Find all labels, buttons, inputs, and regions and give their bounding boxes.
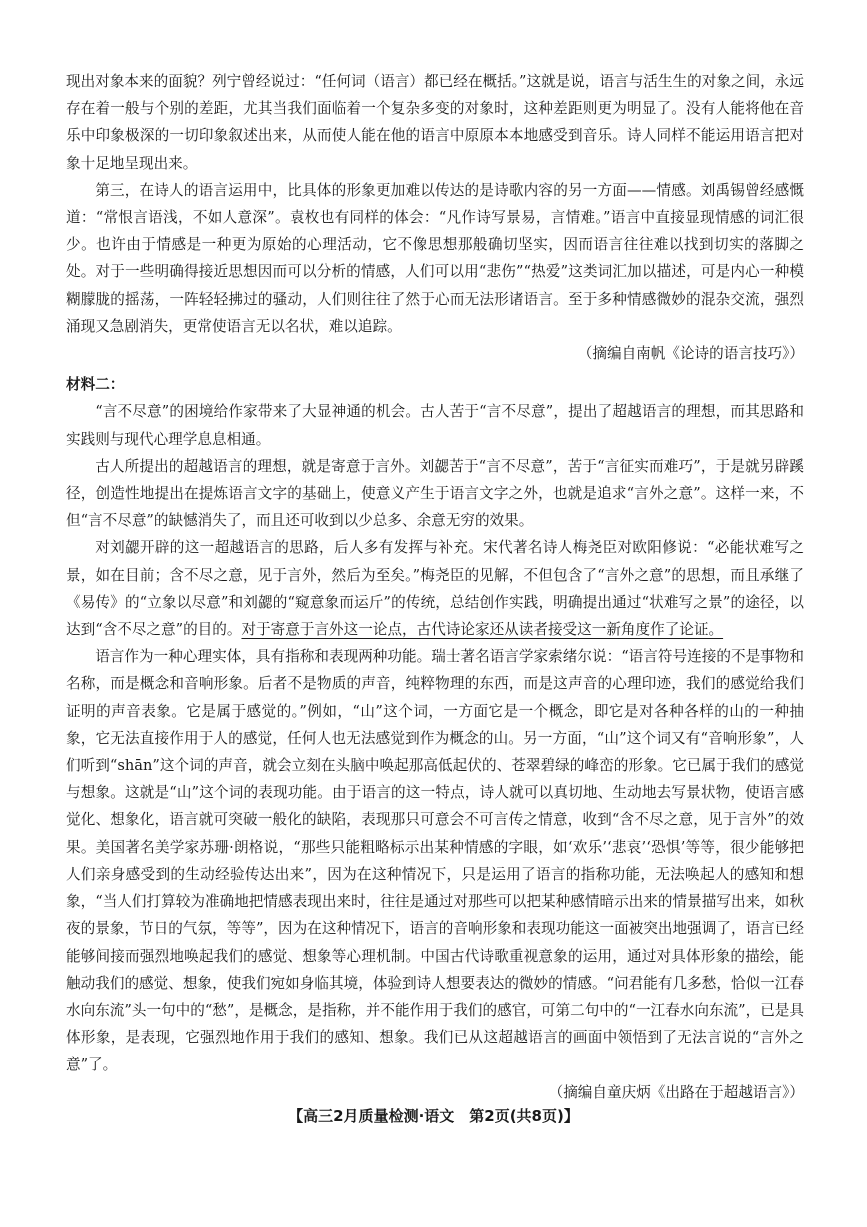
paragraph-m2-3-main: 对刘勰开辟的这一超越语言的思路，后人多有发挥与补充。宋代著名诗人梅尧臣对欧阳修说：“必能状难写之景，如在目前；含不尽之意，见于言外，然后为至矣。”梅尧臣的见解，不但包含了“言外之意”的思想，而且承继了《易传》的“立象以尽意”和刘勰的“窥意象而运斤”的传统，总结创作实践，明确提出通过“状难写之景”的途径，以达到“含不尽之意”的目的。 xyxy=(66,539,804,639)
source-citation-1: （摘编自南帆《论诗的语言技巧》） xyxy=(577,345,804,363)
paragraph-m2-2: 古人所提出的超越语言的理想，就是寄意于言外。刘勰苦于“言不尽意”，苦于“言征实而难巧”，于是就另辟蹊径，创造性地提出在提炼语言文字的基础上，使意义产生于语言文字之外，也就是追求“言外之意”。这样一来，不但“言不尽意”的缺憾消失了，而且还可收到以少总多、余意无穷的效果。 xyxy=(66,457,804,530)
paragraph-m2-1: “言不尽意”的困境给作家带来了大显神通的机会。古人苦于“言不尽意”，提出了超越语言的理想，而其思路和实践则与现代心理学息息相通。 xyxy=(66,403,804,448)
document-body xyxy=(66,68,804,1106)
paragraph-third-point: 第三，在诗人的语言运用中，比具体的形象更加难以传达的是诗歌内容的另一方面——情感。刘禹锡曾经感慨道：“常恨言语浅，不如人意深”。袁枚也有同样的体会：“凡作诗写景易，言情难。”语言中直接显现情感的词汇很少。也许由于情感是一种更为原始的心理活动，它不像思想那般确切坚实，因而语言往往难以找到切实的落脚之处。对于一些明确得接近思想因而可以分析的情感，人们可以用“悲伤”“热爱”这类词汇加以描述，可是内心一种模糊朦胧的摇荡，一阵轻轻拂过的骚动，人们则往往了然于心而无法形诸语言。至于多种情感微妙的混杂交流，强烈涌现又急剧消失，更常使语言无以名状，难以追踪。 xyxy=(66,181,804,335)
paragraph-m2-3 xyxy=(66,534,804,643)
paragraph-continuation: 现出对象本来的面貌？列宁曾经说过：“任何词（语言）都已经在概括。”这就是说，语言与活生生的对象之间，永远存在着一般与个别的差距，尤其当我们面临着一个复杂多变的对象时，这种差距则更为明显了。没有人能将他在音乐中印象极深的一切印象叙述出来，从而使人能在他的语言中原原本本地感受到音乐。诗人同样不能运用语言把对象十足地呈现出来。 xyxy=(66,73,804,172)
paragraph-m2-4: 语言作为一种心理实体，具有指称和表现两种功能。瑞士著名语言学家索绪尔说：“语言符号连接的不是事物和名称，而是概念和音响形象。后者不是物质的声音，纯粹物理的东西，而是这声音的心理印迹，我们的感觉给我们证明的声音表象。它是属于感觉的。”例如，“山”这个词，一方面它是一个概念，即它是对各种各样的山的一种抽象，它无法直接作用于人的感觉，任何人也无法感觉到作为概念的山。另一方面，“山”这个词又有“音响形象”，人们听到“shān”这个词的声音，就会立刻在头脑中唤起那高低起伏的、苍翠碧绿的峰峦的形象。它已属于我们的感觉与想象。这就是“山”这个词的表现功能。由于语言的这一特点，诗人就可以真切地、生动地去写景状物，使语言感觉化、想象化，语言就可突破一般化的缺陷，表现那只可意会不可言传之情意，收到“含不尽之意，见于言外”的效果。美国著名美学家苏珊·朗格说，“那些只能粗略标示出某种情感的字眼，如‘欢乐’‘悲哀’‘恐惧’等等，很少能够把人们亲身感受到的生动经验传达出来”，因为在这种情况下，只是运用了语言的指称功能，无法唤起人的感知和想象，“当人们打算较为准确地把情感表现出来时，往往是通过对那些可以把某种感情暗示出来的情景描写出来，如秋夜的景象，节日的气氛，等等”，因为在这种情况下，语言的音响形象和表现功能这一面被突出地强调了，语言已经能够间接而强烈地唤起我们的感觉、想象等心理机制。中国古代诗歌重视意象的运用，通过对具体形象的描绘，能触动我们的感觉、想象，使我们宛如身临其境，体验到诗人想要表达的微妙的情感。“问君能有几多愁，恰似一江春水向东流”头一句中的“愁”，是概念，是指称，并不能作用于我们的感官，可第二句中的“一江春水向东流”，已是具体形象，是表现，它强烈地作用于我们的感知、想象。我们已从这超越语言的画面中领悟到了无法言说的“言外之意”了。 xyxy=(66,648,804,1074)
source-citation-2: （摘编自童庆炳《出路在于超越语言》） xyxy=(548,1083,804,1101)
underlined-sentence: 对于寄意于言外这一论点，古代诗论家还从读者接受这一新角度作了论证。 xyxy=(241,621,724,639)
page-footer: 【高三2月质量检测·语文 第2页(共8页)】 xyxy=(288,1107,579,1125)
material-2-heading: 材料二： xyxy=(66,376,125,394)
